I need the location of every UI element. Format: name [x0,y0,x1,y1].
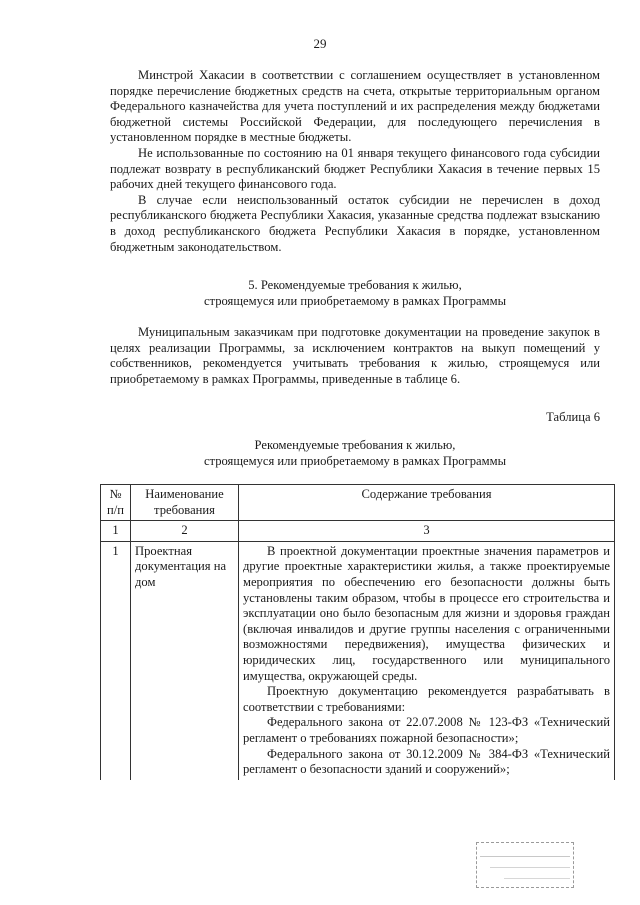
table-row [101,541,615,779]
content-paragraph: В проектной документации проектные значения параметров и другие проектные характеристики жилья, а также проектируемые мероприятия по обеспечению его безопасности должны быть установлены таким образом, чтобы в процессе его строительства и эксплуатации оно было безопасным для жизни и здоровья граждан (включая инвалидов и другие группы населения с ограниченными возможностями передвижения), имущества физических и юридических лиц, государственного или муниципального имущества, окружающей среды. [243,543,610,683]
table-caption [110,438,600,469]
table-caption-line1: Рекомендуемые требования к жилью, [254,438,456,452]
content-paragraph: Проектную документацию рекомендуется разрабатывать в соответствии с требованиями: [243,684,610,714]
section-paragraph: Муниципальным заказчикам при подготовке документации на проведение закупок в целях реализации Программы, за исключением контрактов на выкуп помещений у собственников, рекомендуется учитывать требования к жилью, строящемуся или приобретаемому в рамках Программы, приведенные в таблице 6. [110,325,600,386]
row-number: 1 [101,541,131,779]
paragraph-recovery: В случае если неиспользованный остаток субсидии не перечислен в доход республиканского бюджета Республики Хакасия, указанные средства подлежат взысканию в доход республиканского бюджета Республики Хакасия в порядке, установленном бюджетным законодательством. [110,192,600,254]
table-numbering-row [101,521,615,542]
row-content [239,541,615,779]
content-paragraph: Федерального закона от 30.12.2009 № 384-ФЗ «Технический регламент о безопасности зданий и сооружений»; [243,746,610,777]
row-name: Проектная документация на дом [131,541,239,779]
section-heading [110,278,600,309]
section-heading-line2: строящемуся или приобретаемому в рамках Программы [203,293,507,308]
paragraph-return: Не использованные по состоянию на 01 января текущего финансового года субсидии подлежат возврату в республиканский бюджет Республики Хакасия в течение первых 15 рабочих дней текущего финансового года. [110,145,600,192]
header-number: № п/п [101,485,131,521]
section-paragraph-block [110,325,600,387]
table-label: Таблица 6 [546,410,600,424]
section-heading-line1: 5. Рекомендуемые требования к жилью, [248,278,462,292]
header-name: Наименование требования [131,485,239,521]
content-paragraph: Федерального закона от 22.07.2008 № 123-ФЗ «Технический регламент о требованиях пожарной безопасности»; [243,715,610,745]
table-header-row [101,485,615,521]
header-content: Содержание требования [239,485,615,521]
faded-stamp [476,842,574,888]
intro-paragraphs [110,68,600,255]
numbering-col-3: 3 [239,521,615,542]
table-caption-line2: строящемуся или приобретаемому в рамках Программы [203,453,507,468]
page-number: 29 [313,36,327,51]
numbering-col-1: 1 [101,521,131,542]
numbering-col-2: 2 [131,521,239,542]
paragraph-transfer: Минстрой Хакасии в соответствии с соглашением осуществляет в установленном порядке перечисление бюджетных средств на счета, открытые территориальным органом Федерального казначейства для учета поступлений и их распределения между бюджетами бюджетной системы Российской Федерации, для последующего перечисления в установленном порядке в местные бюджеты. [110,68,600,145]
requirements-table [100,484,615,780]
